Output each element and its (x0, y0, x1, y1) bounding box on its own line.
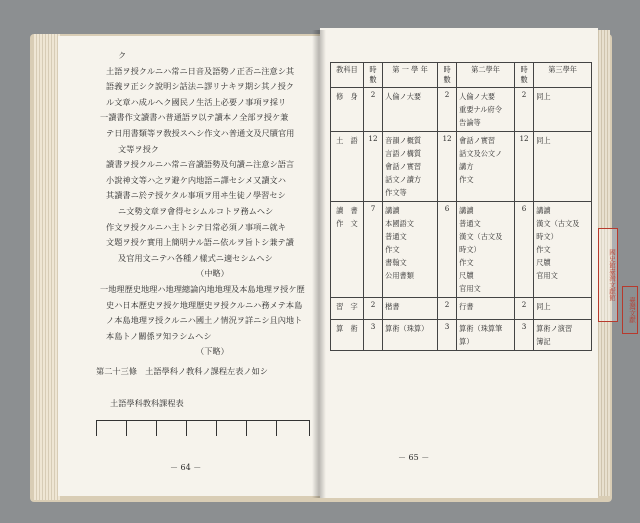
table-row (331, 298, 592, 320)
left-page-number: － 64 － (170, 463, 202, 472)
hours-cell: 3 (363, 320, 382, 351)
left-text-line: 第二十三條 土語學科ノ教科ノ課程左表ノ如シ (96, 366, 268, 376)
content-line: 重要ナル府令 (459, 105, 502, 114)
content-line: 話文及公文ノ (459, 149, 503, 158)
hours-cell: 2 (514, 298, 533, 320)
hours-cell: 2 (514, 88, 533, 132)
content-line: 時文） (459, 245, 481, 254)
table-row (331, 202, 592, 298)
right-page-number: － 65 － (398, 453, 430, 462)
content-cell (383, 132, 438, 202)
header-year-2: 第二學年 (457, 63, 515, 88)
archive-stamp: 國史館臺灣文獻館 (598, 228, 618, 322)
content-cell (534, 320, 592, 351)
content-cell (457, 132, 515, 202)
content-line: 漢文（古文及 (459, 232, 503, 241)
content-line: 普通文 (385, 232, 407, 241)
table-row (331, 132, 592, 202)
content-cell (534, 298, 592, 320)
content-line: 簿記 (536, 337, 551, 346)
content-line: 會話ノ實習 (459, 136, 496, 145)
content-line: 官用文 (459, 284, 481, 293)
content-line: 講讀 (536, 206, 551, 215)
table-frame-tick (216, 420, 217, 436)
subject-label: 算 術 (336, 324, 358, 333)
table-frame-tick (309, 420, 310, 436)
content-line: 算術（珠算筆 (459, 324, 503, 333)
content-cell (534, 88, 592, 132)
hours-cell: 6 (514, 202, 533, 298)
table-frame-tick (156, 420, 157, 436)
empty-table-frame (96, 420, 310, 437)
content-line: 時文） (536, 232, 558, 241)
header-hours-2: 時數 (437, 63, 456, 88)
content-line: 本國語文 (385, 219, 414, 228)
subject-label: 修 身 (336, 92, 358, 101)
content-cell (383, 298, 438, 320)
left-text-line: 其讀書ニ於テ授ケタル事項ヲ用ヰ生徒ノ學習セシ (106, 190, 286, 201)
left-text-line: ク (118, 50, 127, 60)
content-line: 行書 (459, 302, 474, 311)
content-line: 人倫ノ大要 (459, 92, 496, 101)
content-line: 講讀 (385, 206, 400, 215)
left-text-line: （下略） (196, 346, 229, 357)
header-hours-3: 時數 (514, 63, 533, 88)
table-frame-tick (276, 420, 277, 436)
page-edges-left (34, 34, 60, 500)
subject-cell (331, 320, 364, 351)
content-cell (383, 202, 438, 298)
hours-cell: 2 (363, 298, 382, 320)
content-line: 講讀 (459, 206, 474, 215)
subject-cell (331, 298, 364, 320)
hours-cell: 6 (437, 202, 456, 298)
table-header-row (331, 63, 592, 88)
subject-cell (331, 202, 364, 298)
table-frame-tick (246, 420, 247, 436)
left-text-line: 土語學科教科課程表 (110, 397, 184, 408)
left-text-line: （中略） (196, 268, 229, 279)
table-frame-tick (96, 420, 97, 436)
content-line: 尺牘 (536, 258, 551, 267)
archive-stamp-small: 臺灣文獻 (622, 286, 638, 334)
content-line: 會話ノ實習 (385, 162, 422, 171)
header-hours-1: 時數 (363, 63, 382, 88)
left-text-line: ニ文勢文章ヲ會得セシムルコトヲ務ムヘシ (118, 206, 274, 216)
content-cell (457, 298, 515, 320)
table-frame-tick (126, 420, 127, 436)
left-text-line: 文題ヲ授ケ實用上簡明ナル語ニ依ルヲ旨トシ兼テ讀 (106, 237, 294, 248)
content-line: 同上 (536, 136, 551, 145)
content-cell (383, 88, 438, 132)
table-row (331, 88, 592, 132)
left-text-line: 讀書ヲ授クルニハ常ニ音讀語勢及句讀ニ注意シ語言 (106, 159, 295, 170)
left-text-line: ノ本島地理ヲ授クルニハ國土ノ情況ヲ詳ニシ且內地ト (106, 315, 303, 326)
content-line: 作文 (459, 175, 474, 184)
table-frame-tick (186, 420, 187, 436)
table-row (331, 320, 592, 351)
left-text-line: 本島トノ關係ヲ知ラシムヘシ (106, 330, 212, 341)
content-line: 官用文 (536, 271, 558, 280)
left-text-line: 一讀書作文讀書ハ普通語ヲ以テ讀本ノ全部ヲ授ケ兼 (100, 112, 289, 123)
content-line: 書翰文 (385, 258, 407, 267)
content-line: 作文 (536, 245, 551, 254)
book-gutter (312, 30, 326, 498)
subject-label: 土 語 (336, 136, 358, 145)
content-line: 尺牘 (459, 271, 474, 280)
content-line: 公用書類 (385, 271, 414, 280)
content-line: 漢文（古文及 (536, 219, 580, 228)
subject-label: 習 字 (336, 302, 358, 311)
content-line: 作文 (459, 258, 474, 267)
hours-cell: 3 (514, 320, 533, 351)
content-cell (457, 88, 515, 132)
content-line: 算術（珠算） (385, 324, 429, 333)
curriculum-table (330, 62, 592, 351)
header-year-1: 第 一 學 年 (383, 63, 438, 88)
content-line: 言語ノ構質 (385, 149, 422, 158)
left-text-line: 及官用文ニテハ各種ノ樣式ニ適セシムヘシ (118, 252, 273, 263)
content-line: 同上 (536, 92, 551, 101)
content-line: 講方 (459, 162, 474, 171)
subject-cell (331, 88, 364, 132)
hours-cell: 12 (514, 132, 533, 202)
hours-cell: 2 (437, 88, 456, 132)
subject-label: 作 文 (336, 219, 358, 228)
content-line: 作文等 (385, 188, 407, 197)
left-text-line: 作文ヲ授クルニハ主トシテ日常必須ノ事項ニ就キ (106, 221, 286, 232)
left-text-line: 語義ヲ正シク說明シ話法ニ謬リナキヲ期シ其ノ授ク (106, 81, 294, 92)
hours-cell: 7 (363, 202, 382, 298)
left-text-line: テ日用書類等ヲ敎授スヘシ作文ハ普通文及尺牘官用 (106, 128, 295, 138)
content-line: 算） (459, 337, 474, 346)
hours-cell: 3 (437, 320, 456, 351)
hours-cell: 2 (363, 88, 382, 132)
content-line: 告論等 (459, 118, 481, 127)
left-text-line: 文等ヲ授ク (118, 143, 159, 154)
content-cell (457, 320, 515, 351)
header-subject: 教科目 (331, 63, 364, 88)
left-text-line: ル文章ハ成ルヘク國民ノ生活上必要ノ事項ヲ採リ (106, 96, 287, 107)
subject-label: 讀 書 (336, 206, 358, 215)
content-line: 作文 (385, 245, 400, 254)
content-line: 楷書 (385, 302, 400, 311)
left-text-line: 史ハ日本歷史ヲ授ケ地理歷史ヲ授クルニハ務メテ本島 (106, 299, 303, 310)
left-text-line: 土語ヲ授クルニハ常ニ日音及語勢ノ正否ニ注意シ其 (106, 65, 295, 76)
content-cell (534, 202, 592, 298)
content-line: 同上 (536, 302, 551, 311)
subject-cell (331, 132, 364, 202)
content-line: 算術ノ演習 (536, 324, 573, 333)
content-line: 人倫ノ大要 (385, 92, 422, 101)
content-cell (457, 202, 515, 298)
hours-cell: 12 (363, 132, 382, 202)
left-text-line: 小說神文等ハ之ヲ避ケ内地語ニ譯セシメ又讀文ハ (106, 174, 286, 185)
hours-cell: 12 (437, 132, 456, 202)
content-line: 話文ノ讀方 (385, 175, 422, 184)
header-year-3: 第三學年 (534, 63, 592, 88)
hours-cell: 2 (437, 298, 456, 320)
content-cell (534, 132, 592, 202)
content-line: 音韻ノ概質 (385, 136, 422, 145)
left-text-line: 一地理歷史地理ハ地理總論內地地理及本島地理ヲ授ケ歷 (100, 284, 305, 294)
content-line: 普通文 (459, 219, 481, 228)
content-cell (383, 320, 438, 351)
